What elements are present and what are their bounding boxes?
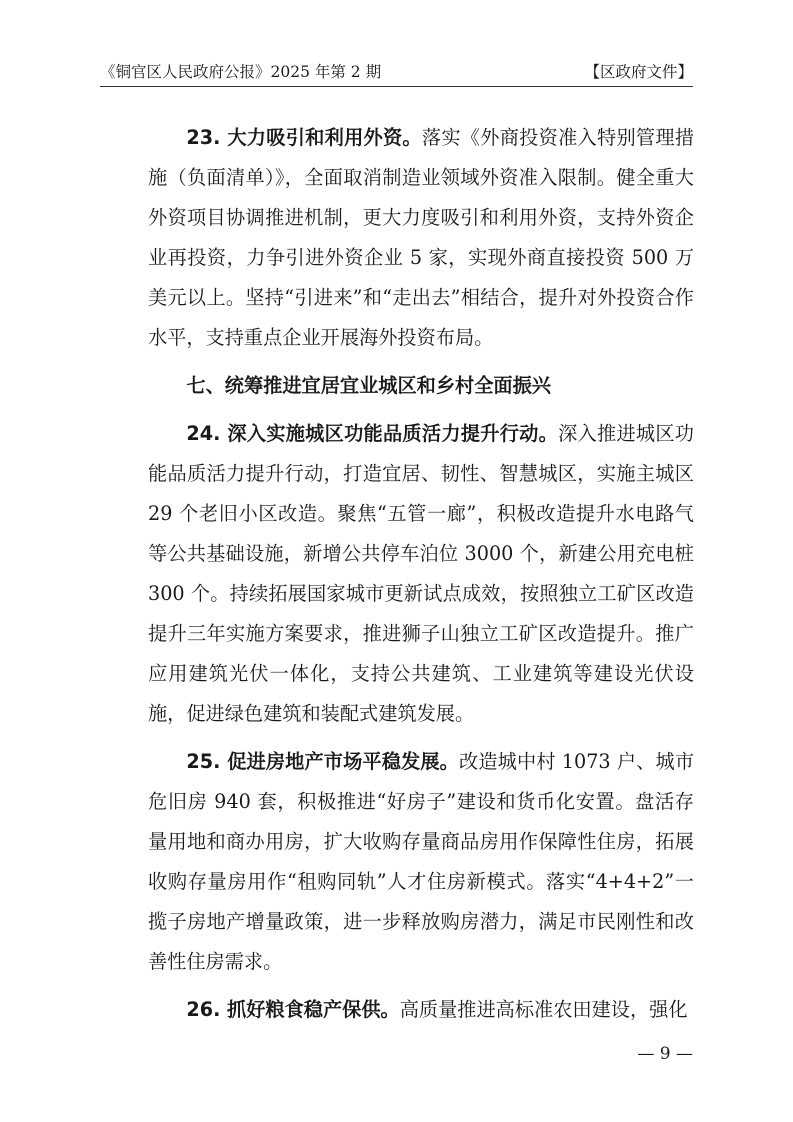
section-heading-7: 七、统筹推进宜居宜业城区和乡村全面振兴 [186,374,551,397]
running-header [100,62,693,82]
paragraph-25-text: 改造城中村 1073 户、城市危旧房 940 套，积极推进“好房子”建设和货币化安置。盘活存量用地和商办用房，扩大收购存量商品房用作保障性住房，拓展收购存量房用作“租购同轨”人才住房新模式。落实“4+4+2”一揽子房地产增量政策，进一步释放购房潜力，满足市民刚性和改善性住房需求。 [148,750,695,973]
page-number: — 9 — [637,1044,693,1064]
paragraph-23 [148,118,694,358]
paragraph-24-lead: 24. 深入实施城区功能品质活力提升行动。 [186,422,559,445]
paragraph-23-text: 落实《外商投资准入特别管理措施（负面清单）》，全面取消制造业领域外资准入限制。健全重大外资项目协调推进机制，更大力度吸引和利用外资，支持外资企业再投资，力争引进外资企业 5 家，实现外商直接投资 500 万美元以上。坚持“引进来”和“走出去”相结合，提升对外投资合作水平，支持重点企业开展海外投资布局。 [148,126,695,349]
paragraph-26-lead: 26. 抓好粮食稳产保供。 [186,998,400,1021]
document-body [148,118,694,1030]
paragraph-25-lead: 25. 促进房地产市场平稳发展。 [186,750,459,773]
paragraph-23-lead: 23. 大力吸引和利用外资。 [186,126,422,149]
paragraph-26 [148,990,694,1030]
section-label: 【区政府文件】 [584,63,693,81]
paragraph-24-text: 深入推进城区功能品质活力提升行动，打造宜居、韧性、智慧城区，实施主城区 29 个老旧小区改造。聚焦“五管一廊”，积极改造提升水电路气等公共基础设施，新增公共停车泊位 3000 个，新建公用充电桩 300 个。持续拓展国家城市更新试点成效，按照独立工矿区改造提升三年实施方案要求，推进狮子山独立工矿区改造提升。推广应用建筑光伏一体化，支持公共建筑、工业建筑等建设光伏设施，促进绿色建筑和装配式建筑发展。 [148,422,694,725]
paragraph-25 [148,742,694,982]
paragraph-24 [148,414,694,734]
publication-title: 《铜官区人民政府公报》2025 年第 2 期 [100,63,382,81]
paragraph-26-text: 高质量推进高标准农田建设，强化 [399,998,688,1021]
header-divider [100,86,693,87]
